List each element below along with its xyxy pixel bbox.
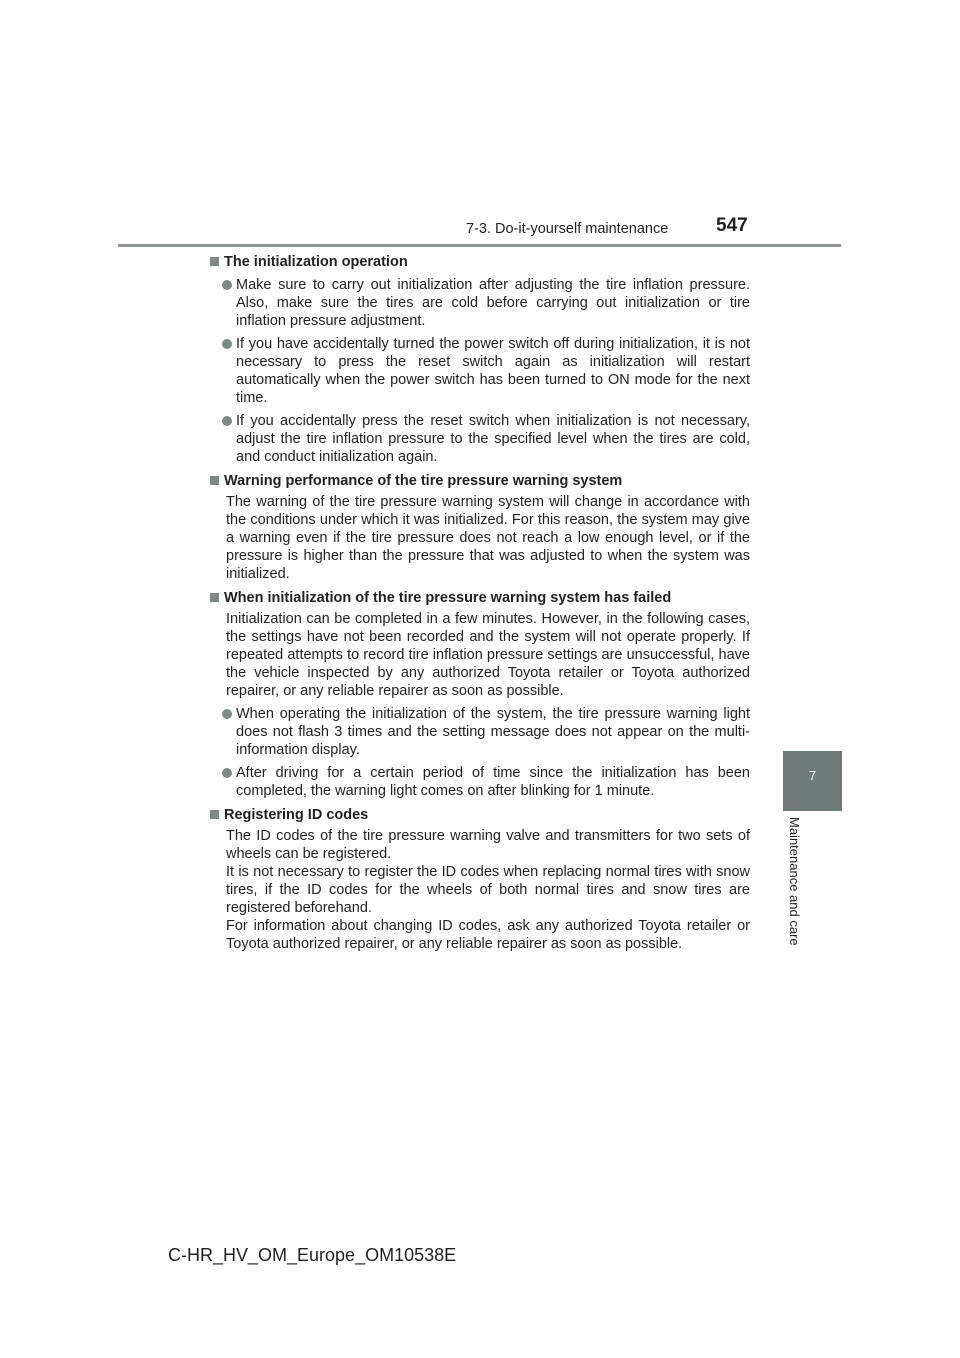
circle-bullet-icon xyxy=(222,280,232,290)
paragraph: The warning of the tire pressure warning system will change in accordance with the conditions under which it was initialized. For this reason, the system may give a warning even if the tire pressure does not reach a low enough level, or if the pressure is higher than the pressure that was adjusted to when the system was initialized. xyxy=(226,494,750,582)
circle-bullet-icon xyxy=(222,709,232,719)
list-item xyxy=(222,276,750,330)
paragraph: The ID codes of the tire pressure warning valve and transmitters for two sets of wheels can be registered. xyxy=(226,828,750,862)
section-heading-text: When initialization of the tire pressure warning system has failed xyxy=(224,590,672,606)
list-item-text: If you have accidentally turned the power switch off during initialization, it is not necessary to press the reset switch again as initialization will restart automatically when the power switch has been turned to ON mode for the next time. xyxy=(236,336,750,406)
paragraph: For information about changing ID codes, ask any authorized Toyota retailer or Toyota authorized repairer, or any reliable repairer as soon as possible. xyxy=(226,918,750,952)
page-number: 547 xyxy=(716,215,748,236)
page-content xyxy=(210,253,750,953)
circle-bullet-icon xyxy=(222,339,232,349)
paragraph: Initialization can be completed in a few minutes. However, in the following cases, the settings have not been recorded and the system will not operate properly. If repeated attempts to record tire inflation pressure settings are unsuccessful, have the vehicle inspected by any authorized Toyota retailer or Toyota authorized repairer, or any reliable repairer as soon as possible. xyxy=(226,611,750,699)
section-heading-text: Warning performance of the tire pressure warning system xyxy=(224,473,623,489)
section-heading-text: Registering ID codes xyxy=(224,807,369,823)
list-item-text: If you accidentally press the reset switch when initialization is not necessary, adjust the tire inflation pressure to the specified level when the tires are cold, and conduct initialization again. xyxy=(236,413,750,465)
circle-bullet-icon xyxy=(222,416,232,426)
square-bullet-icon xyxy=(210,476,219,485)
list-item xyxy=(222,335,750,407)
circle-bullet-icon xyxy=(222,768,232,778)
list-item xyxy=(222,705,750,759)
list-item xyxy=(222,412,750,466)
square-bullet-icon xyxy=(210,593,219,602)
section-heading-text: The initialization operation xyxy=(224,254,408,270)
section-heading xyxy=(210,806,750,824)
header-section-title: 7-3. Do-it-yourself maintenance xyxy=(466,221,669,237)
list-item-text: Make sure to carry out initialization after adjusting the tire inflation pressure. Also, make sure the tires are cold before carrying out initialization or tire inflation pressure adjustment. xyxy=(236,277,750,329)
section-heading xyxy=(210,472,750,490)
list-item-text: When operating the initialization of the system, the tire pressure warning light does not flash 3 times and the setting message does not appear on the multi-information display. xyxy=(236,706,750,758)
section-heading xyxy=(210,253,750,271)
square-bullet-icon xyxy=(210,810,219,819)
header-divider xyxy=(118,244,841,247)
list-item-text: After driving for a certain period of time since the initialization has been completed, the warning light comes on after blinking for 1 minute. xyxy=(236,765,750,799)
square-bullet-icon xyxy=(210,257,219,266)
list-item xyxy=(222,764,750,800)
chapter-title: Maintenance and care xyxy=(787,817,802,946)
paragraph: It is not necessary to register the ID codes when replacing normal tires with snow tires, if the ID codes for the wheels of both normal tires and snow tires are registered beforehand. xyxy=(226,864,750,916)
chapter-number: 7 xyxy=(808,768,817,783)
section-heading xyxy=(210,589,750,607)
document-code: C-HR_HV_OM_Europe_OM10538E xyxy=(168,1245,457,1265)
